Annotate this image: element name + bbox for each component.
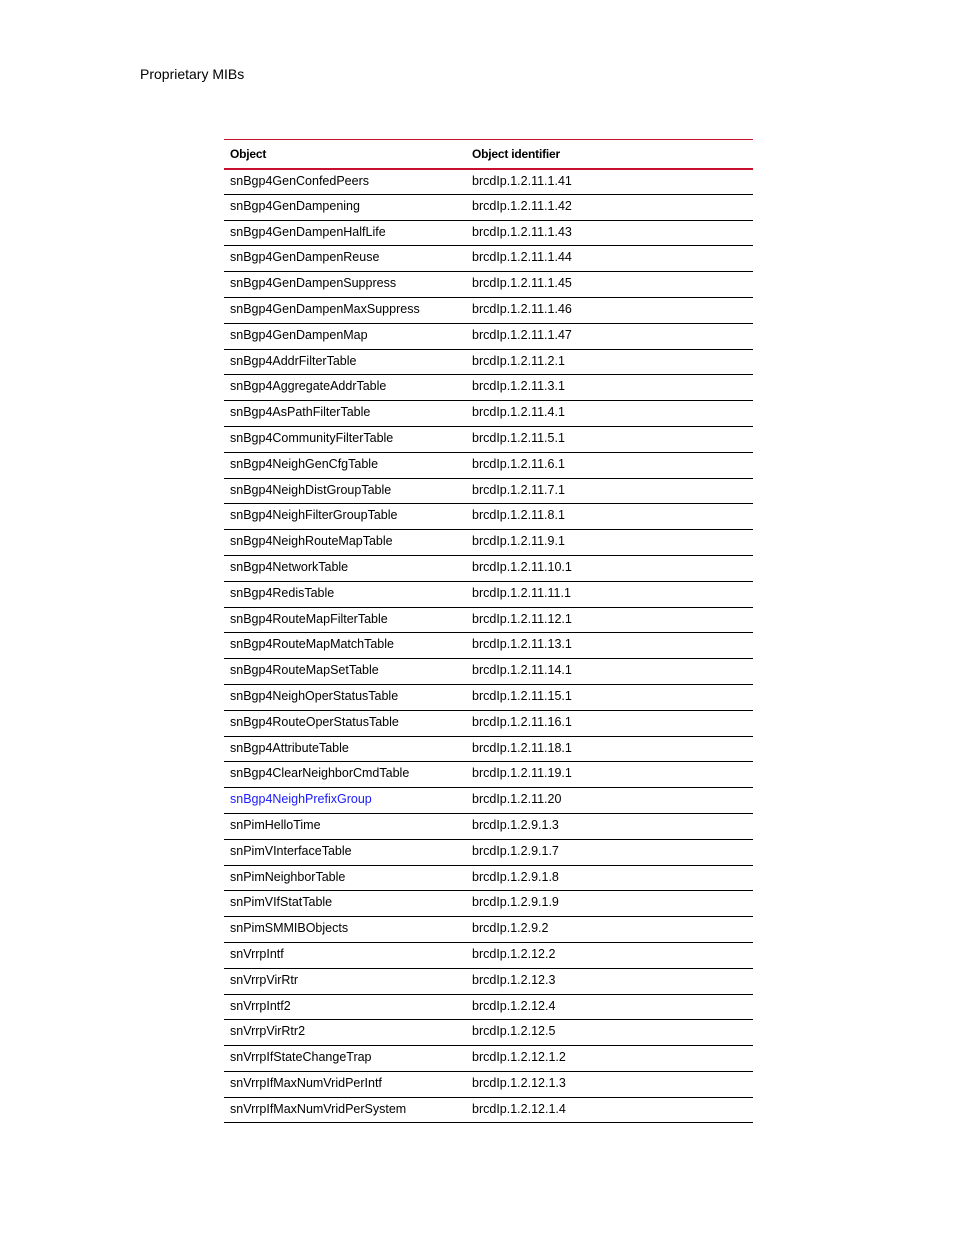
table-row (224, 659, 753, 685)
table-row (224, 297, 753, 323)
object-name-cell: snBgp4NetworkTable (230, 559, 349, 574)
object-name-cell: snVrrpIntf2 (230, 998, 291, 1013)
object-identifier-cell: brcdIp.1.2.9.1.8 (472, 869, 559, 884)
object-identifier-cell: brcdIp.1.2.11.19.1 (472, 766, 572, 781)
object-identifier-cell: brcdIp.1.2.11.6.1 (472, 456, 565, 471)
table-row (224, 917, 753, 943)
object-name-cell: snBgp4RouteMapFilterTable (230, 611, 388, 626)
table-row (224, 426, 753, 452)
table-row (224, 994, 753, 1020)
table-row (224, 1046, 753, 1072)
table-row (224, 375, 753, 401)
table-row (224, 1020, 753, 1046)
object-name-cell: snBgp4GenDampening (230, 198, 360, 213)
object-identifier-cell: brcdIp.1.2.11.14.1 (472, 663, 572, 678)
object-name-cell: snVrrpVirRtr (230, 972, 299, 987)
object-name-cell: snVrrpIfMaxNumVridPerSystem (230, 1101, 407, 1116)
object-name-cell: snBgp4NeighFilterGroupTable (230, 508, 398, 523)
table-row (224, 891, 753, 917)
table-row (224, 1097, 753, 1123)
object-name-cell: snBgp4RouteOperStatusTable (230, 714, 399, 729)
object-identifier-cell: brcdIp.1.2.11.2.1 (472, 353, 565, 368)
object-name-cell: snBgp4NeighOperStatusTable (230, 688, 399, 703)
object-name-cell: snBgp4AttributeTable (230, 740, 349, 755)
object-identifier-cell: brcdIp.1.2.11.10.1 (472, 559, 572, 574)
table-row (224, 555, 753, 581)
object-identifier-cell: brcdIp.1.2.11.15.1 (472, 688, 572, 703)
table-row (224, 736, 753, 762)
running-header: Proprietary MIBs (140, 66, 245, 82)
object-identifier-cell: brcdIp.1.2.11.3.1 (472, 379, 565, 394)
object-name-cell: snPimNeighborTable (230, 869, 346, 884)
table-row (224, 710, 753, 736)
object-name-cell: snPimHelloTime (230, 817, 321, 832)
table-row (224, 1071, 753, 1097)
object-name-cell: snBgp4RedisTable (230, 585, 335, 600)
object-identifier-cell: brcdIp.1.2.11.1.44 (472, 250, 572, 265)
object-identifier-cell: brcdIp.1.2.11.11.1 (472, 585, 571, 600)
object-name-cell: snBgp4GenDampenHalfLife (230, 224, 386, 239)
object-identifier-cell: brcdIp.1.2.11.4.1 (472, 405, 565, 420)
table-row (224, 865, 753, 891)
table-row (224, 504, 753, 530)
object-name-cell: snVrrpIfMaxNumVridPerIntf (230, 1075, 382, 1090)
object-identifier-cell: brcdIp.1.2.11.1.41 (472, 173, 572, 188)
object-identifier-cell: brcdIp.1.2.9.1.3 (472, 817, 559, 832)
table-row (224, 530, 753, 556)
object-name-cell: snBgp4GenDampenReuse (230, 250, 380, 265)
object-identifier-cell: brcdIp.1.2.12.5 (472, 1024, 556, 1039)
object-identifier-cell: brcdIp.1.2.11.18.1 (472, 740, 572, 755)
table-row (224, 169, 753, 195)
object-name-cell: snBgp4GenDampenSuppress (230, 276, 397, 291)
object-name-cell: snVrrpIfStateChangeTrap (230, 1050, 372, 1065)
table-row (224, 478, 753, 504)
object-name-cell: snPimSMMIBObjects (230, 921, 349, 936)
object-name-cell: snPimVInterfaceTable (230, 843, 352, 858)
object-identifier-cell: brcdIp.1.2.12.1.3 (472, 1075, 566, 1090)
mib-object-table (224, 139, 753, 1123)
object-name-cell: snBgp4NeighGenCfgTable (230, 456, 379, 471)
object-identifier-cell: brcdIp.1.2.11.1.45 (472, 276, 572, 291)
object-name-link[interactable]: snBgp4NeighPrefixGroup (230, 792, 372, 807)
object-name-cell: snBgp4NeighRouteMapTable (230, 534, 393, 549)
table-row (224, 813, 753, 839)
object-identifier-cell: brcdIp.1.2.9.1.7 (472, 843, 559, 858)
table-row (224, 762, 753, 788)
table-row (224, 194, 753, 220)
object-name-cell: snBgp4GenDampenMaxSuppress (230, 301, 420, 316)
object-name-cell: snVrrpVirRtr2 (230, 1024, 306, 1039)
object-name-cell: snBgp4CommunityFilterTable (230, 430, 394, 445)
object-identifier-cell: brcdIp.1.2.11.7.1 (472, 482, 565, 497)
table-row (224, 401, 753, 427)
table-body (224, 169, 753, 1123)
object-name-cell: snVrrpIntf (230, 946, 284, 961)
object-identifier-cell: brcdIp.1.2.9.1.9 (472, 895, 559, 910)
object-identifier-cell: brcdIp.1.2.12.3 (472, 972, 556, 987)
table-row (224, 942, 753, 968)
object-identifier-cell: brcdIp.1.2.11.20 (472, 792, 562, 807)
object-name-cell: snBgp4RouteMapSetTable (230, 663, 379, 678)
object-identifier-cell: brcdIp.1.2.9.2 (472, 921, 549, 936)
object-identifier-cell: brcdIp.1.2.12.2 (472, 946, 556, 961)
table-row (224, 968, 753, 994)
column-header-object-identifier: Object identifier (472, 146, 560, 161)
object-name-cell: snBgp4AsPathFilterTable (230, 405, 371, 420)
object-name-cell: snBgp4GenDampenMap (230, 327, 368, 342)
table-row (224, 349, 753, 375)
object-identifier-cell: brcdIp.1.2.12.1.2 (472, 1050, 566, 1065)
table-row (224, 581, 753, 607)
object-identifier-cell: brcdIp.1.2.11.16.1 (472, 714, 572, 729)
table-row (224, 633, 753, 659)
table-row (224, 272, 753, 298)
object-identifier-cell: brcdIp.1.2.11.1.42 (472, 198, 572, 213)
object-identifier-cell: brcdIp.1.2.11.1.47 (472, 327, 572, 342)
table-row (224, 452, 753, 478)
table-row (224, 788, 753, 814)
column-header-object: Object (230, 146, 267, 161)
table-row (224, 684, 753, 710)
table-row (224, 839, 753, 865)
object-name-cell: snBgp4GenConfedPeers (230, 173, 369, 188)
object-name-cell: snBgp4NeighDistGroupTable (230, 482, 392, 497)
object-identifier-cell: brcdIp.1.2.11.13.1 (472, 637, 572, 652)
table-row (224, 246, 753, 272)
object-identifier-cell: brcdIp.1.2.11.1.46 (472, 301, 572, 316)
object-name-cell: snBgp4AggregateAddrTable (230, 379, 387, 394)
table-row (224, 220, 753, 246)
table-row (224, 607, 753, 633)
object-identifier-cell: brcdIp.1.2.11.1.43 (472, 224, 572, 239)
object-identifier-cell: brcdIp.1.2.12.4 (472, 998, 556, 1013)
object-name-cell: snBgp4ClearNeighborCmdTable (230, 766, 410, 781)
object-name-cell: snBgp4RouteMapMatchTable (230, 637, 394, 652)
object-identifier-cell: brcdIp.1.2.11.8.1 (472, 508, 565, 523)
table-header-row (224, 140, 753, 169)
object-identifier-cell: brcdIp.1.2.11.9.1 (472, 534, 565, 549)
table-row (224, 323, 753, 349)
object-name-cell: snPimVIfStatTable (230, 895, 333, 910)
object-identifier-cell: brcdIp.1.2.11.5.1 (472, 430, 565, 445)
object-identifier-cell: brcdIp.1.2.11.12.1 (472, 611, 572, 626)
object-identifier-cell: brcdIp.1.2.12.1.4 (472, 1101, 566, 1116)
object-name-cell: snBgp4AddrFilterTable (230, 353, 357, 368)
